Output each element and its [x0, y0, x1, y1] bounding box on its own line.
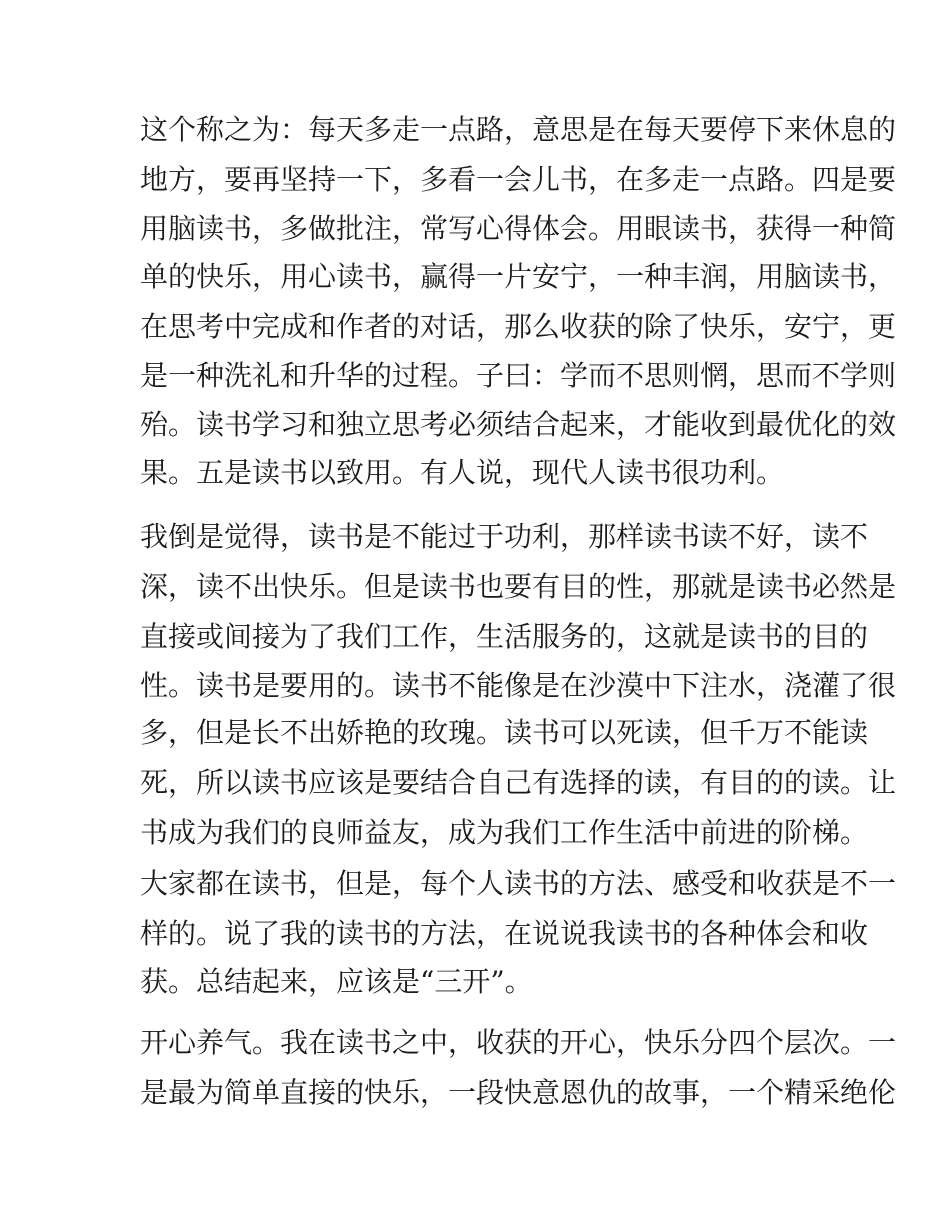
text-line: 果。五是读书以致用。有人说，现代人读书很功利。 [140, 456, 785, 489]
text-line: 殆。读书学习和独立思考必须结合起来，才能收到最优化的效 [140, 408, 897, 441]
text-line: 大家都在读书，但是，每个人读书的方法、感受和收获是不一 [140, 867, 897, 900]
text-line: 死，所以读书应该是要结合自己有选择的读，有目的的读。让 [140, 766, 897, 799]
text-line: 是最为简单直接的快乐，一段快意恩仇的故事，一个精采绝伦 [140, 1076, 897, 1109]
text-line: 获。总结起来，应该是“三开”。 [140, 965, 533, 998]
text-line: 单的快乐，用心读书，赢得一片安宁，一种丰润，用脑读书， [140, 260, 897, 293]
text-line: 我倒是觉得，读书是不能过于功利，那样读书读不好，读不 [140, 520, 869, 553]
text-line: 直接或间接为了我们工作，生活服务的，这就是读书的目的 [140, 620, 869, 653]
text-line: 地方，要再坚持一下，多看一会儿书，在多走一点路。四是要 [140, 163, 897, 196]
text-line: 开心养气。我在读书之中，收获的开心，快乐分四个层次。一 [140, 1026, 897, 1059]
text-line: 是一种洗礼和升华的过程。子曰：学而不思则惘，思而不学则 [140, 359, 897, 392]
text-line: 用脑读书，多做批注，常写心得体会。用眼读书，获得一种简 [140, 212, 897, 245]
text-line: 性。读书是要用的。读书不能像是在沙漠中下注水，浇灌了很 [140, 669, 897, 702]
text-line: 这个称之为：每天多走一点路，意思是在每天要停下来休息的 [140, 113, 897, 146]
text-line: 多，但是长不出娇艳的玫瑰。读书可以死读，但千万不能读 [140, 716, 869, 749]
text-line: 样的。说了我的读书的方法，在说说我读书的各种体会和收 [140, 917, 869, 950]
text-line: 深，读不出快乐。但是读书也要有目的性，那就是读书必然是 [140, 570, 897, 603]
text-line: 书成为我们的良师益友，成为我们工作生活中前进的阶梯。 [140, 816, 869, 849]
text-line: 在思考中完成和作者的对话，那么收获的除了快乐，安宁，更 [140, 310, 897, 343]
